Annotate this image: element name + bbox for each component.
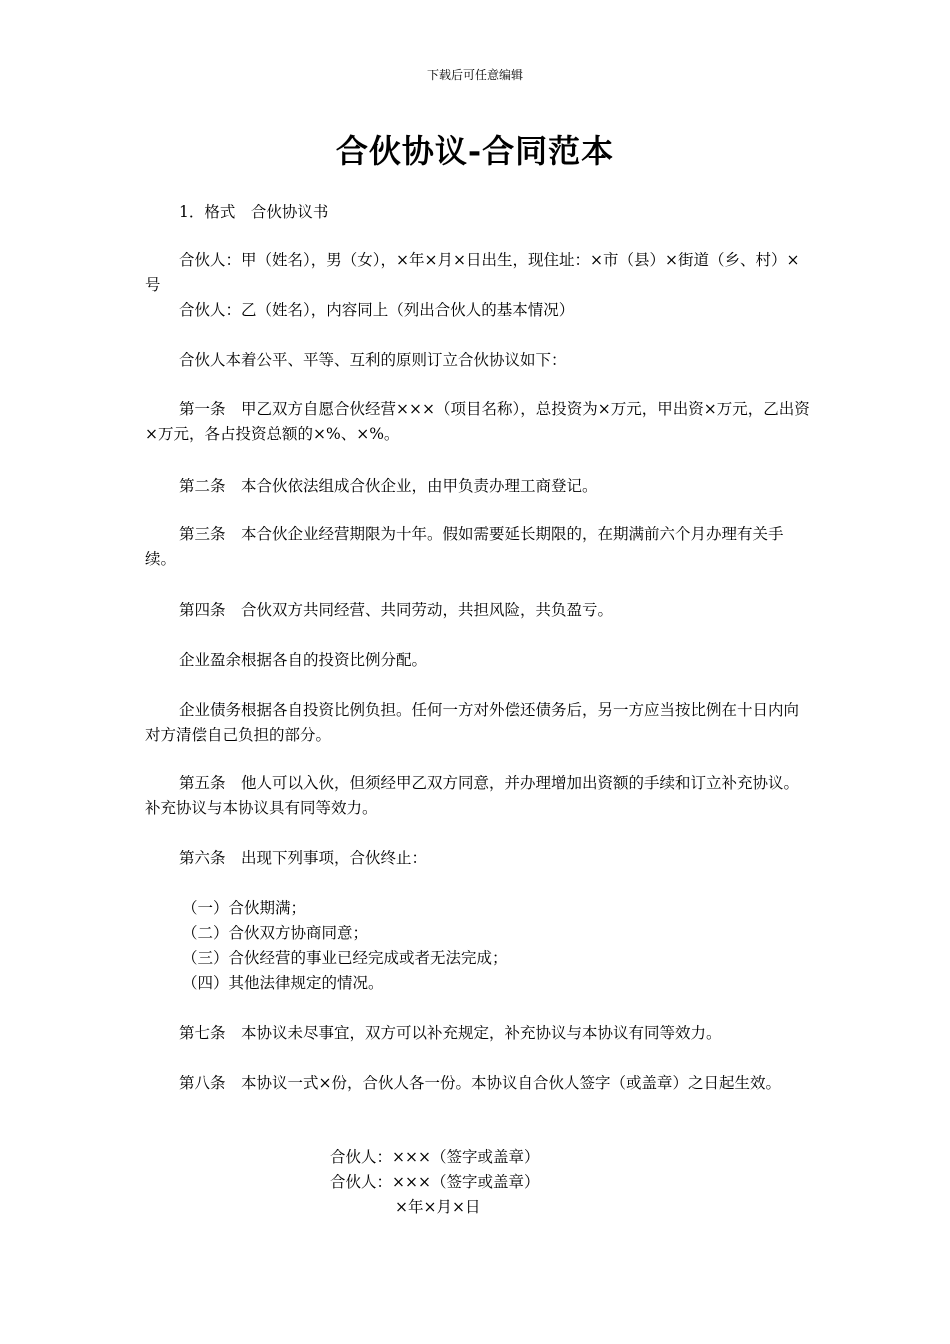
document-title: 合伙协议-合同范本 [335, 132, 615, 170]
article-5: 第五条 他人可以入伙，但须经甲乙双方同意，并办理增加出资额的手续和订立补充协议。补充协议与本协议具有同等效力。 [145, 774, 800, 817]
article-8: 第八条 本协议一式×份，合伙人各一份。本协议自合伙人签字（或盖章）之日起生效。 [179, 1074, 781, 1092]
list-item: （三）合伙经营的事业已经完成或者无法完成； [182, 949, 508, 967]
signature-date: ×年×月×日 [395, 1198, 481, 1216]
article-6: 第六条 出现下列事项，合伙终止： [179, 849, 428, 867]
format-line: 1．格式 合伙协议书 [179, 203, 329, 221]
list-item: （一）合伙期满； [182, 899, 307, 917]
article-7: 第七条 本协议未尽事宜，双方可以补充规定，补充协议与本协议有同等效力。 [179, 1024, 722, 1042]
surplus-clause: 企业盈余根据各自的投资比例分配。 [179, 651, 428, 669]
partner-b: 合伙人：乙（姓名），内容同上（列出合伙人的基本情况） [179, 301, 575, 319]
article-1: 第一条 甲乙双方自愿合伙经营×××（项目名称），总投资为×万元，甲出资×万元，乙出资×万元，各占投资总额的×%、×%。 [145, 400, 810, 443]
signature-partner-2: 合伙人：×××（签字或盖章） [330, 1173, 540, 1191]
signature-block [330, 1145, 539, 1220]
article-3: 第三条 本合伙企业经营期限为十年。假如需要延长期限的，在期满前六个月办理有关手续。 [145, 525, 784, 568]
preamble: 合伙人本着公平、平等、互利的原则订立合伙协议如下： [179, 351, 567, 369]
article-4: 第四条 合伙双方共同经营、共同劳动，共担风险，共负盈亏。 [179, 601, 614, 619]
header-note: 下载后可任意编辑 [426, 68, 523, 82]
debts-clause: 企业债务根据各自投资比例负担。任何一方对外偿还债务后，另一方应当按比例在十日内向对方清偿自己负担的部分。 [145, 701, 800, 744]
list-item: （二）合伙双方协商同意； [182, 924, 369, 942]
signature-partner-1: 合伙人：×××（签字或盖章） [330, 1148, 540, 1166]
article-2: 第二条 本合伙依法组成合伙企业，由甲负责办理工商登记。 [179, 477, 598, 495]
partner-a: 合伙人：甲（姓名），男（女），×年×月×日出生，现住址：×市（县）×街道（乡、村）×号 [145, 251, 800, 294]
list-item: （四）其他法律规定的情况。 [182, 974, 384, 992]
